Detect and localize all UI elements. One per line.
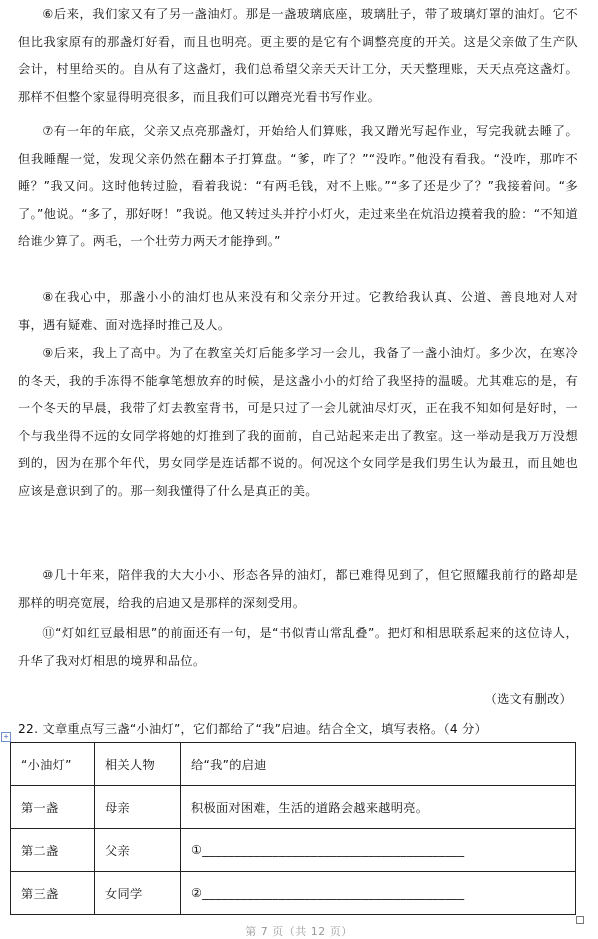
paragraph-9: ⑨后来，我上了高中。为了在教室关灯后能多学习一会儿，我备了一盏小油灯。多少次，在寒冷的冬天，我的手冻得不能拿笔想放弃的时候，是这盏小小的灯给了我坚持的温暖。尤其难忘的是，有一个冬天的早晨，我带了灯去教室背书，可是只过了一会儿就油尽灯灭，正在我不知如何是好时，一个与我坐得不远的女同学将她的灯推到了我的面前，自己站起来走出了教室。这一举动是我万万没想到的，因为在那个年代，男女同学是连话都不说的。何况这个女同学是我们男生认为最丑，而且她也应该是意识到了的。那一刻我懂得了什么是真正的美。 xyxy=(18,346,578,498)
paragraph-7: ⑦有一年的年底，父亲又点亮那盏灯，开始给人们算账，我又蹭光写起作业，写完我就去睡了。但我睡醒一觉，发现父亲仍然在翻本子打算盘。“爹，咋了？”“没咋。”他没有看我。“没咋，那咋不睡？”我又问。这时他转过脸，看着我说：“有两毛钱，对不上账。”“多了还是少了？”我接着问。“多了。”他说。“多了，那好呀！”我说。他又转过头并拧小灯火，走过来坐在炕沿边摸着我的脸：“不知道给谁少算了。两毛，一个壮劳力两天才能挣到。” xyxy=(18,124,578,249)
header-person: 相关人物 xyxy=(95,743,181,786)
cell-lamp: 第二盏 xyxy=(11,829,95,872)
paragraph-11: ⑪“灯如红豆最相思”的前面还有一句，是“书似青山常乱叠”。把灯和相思联系起来的这位诗人，升华了我对灯相思的境界和品位。 xyxy=(18,626,578,668)
cell-lamp: 第一盏 xyxy=(11,786,95,829)
table-header-row xyxy=(11,743,576,786)
source-note: （选文有删改） xyxy=(484,692,572,706)
answer-blank-2[interactable]: ②_________________________________________ xyxy=(181,872,576,915)
table-resize-handle[interactable] xyxy=(576,916,584,924)
table-row xyxy=(11,872,576,915)
paragraph-8: ⑧在我心中，那盏小小的油灯也从来没有和父亲分开过。它教给我认真、公道、善良地对人对事，遇有疑难、面对选择时推己及人。 xyxy=(18,290,578,332)
answer-table xyxy=(10,742,576,915)
cell-inspiration: 积极面对困难，生活的道路会越来越明亮。 xyxy=(181,786,576,829)
header-lamp: “小油灯” xyxy=(11,743,95,786)
table-row xyxy=(11,786,576,829)
header-inspiration: 给“我”的启迪 xyxy=(181,743,576,786)
question-22: 22. 文章重点写三盏“小油灯”，它们都给了“我”启迪。结合全文，填写表格。（4 分） xyxy=(18,722,488,736)
paragraph-10: ⑩几十年来，陪伴我的大大小小、形态各异的油灯，都已难得见到了，但它照耀我前行的路却是那样的明亮宽展，给我的启迪又是那样的深刻受用。 xyxy=(18,568,578,610)
cell-person: 女同学 xyxy=(95,872,181,915)
answer-blank-1[interactable]: ①_________________________________________ xyxy=(181,829,576,872)
cell-lamp: 第三盏 xyxy=(11,872,95,915)
table-row xyxy=(11,829,576,872)
table-move-handle-icon[interactable]: + xyxy=(1,732,11,742)
page-footer: 第 7 页（共 12 页） xyxy=(245,925,353,938)
cell-person: 母亲 xyxy=(95,786,181,829)
cell-person: 父亲 xyxy=(95,829,181,872)
paragraph-6: ⑥后来，我们家又有了另一盏油灯。那是一盏玻璃底座，玻璃肚子，带了玻璃灯罩的油灯。它不但比我家原有的那盏灯好看，而且也明亮。更主要的是它有个调整亮度的开关。这是父亲做了生产队会计，村里给买的。自从有了这盏灯，我们总希望父亲天天计工分，天天整理账，天天点亮这盏灯。那样不但整个家显得明亮很多，而且我们可以蹭亮光看书写作业。 xyxy=(18,7,578,104)
